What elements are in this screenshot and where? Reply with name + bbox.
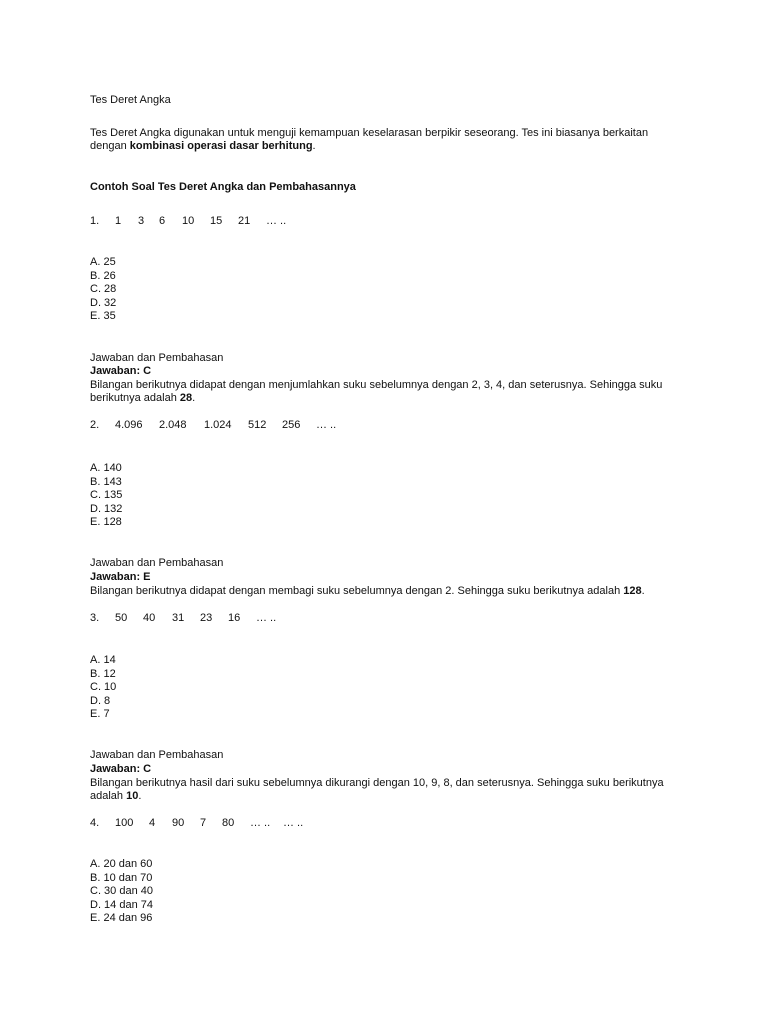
sequence-term: 23: [200, 612, 213, 624]
question-number: 1.: [90, 215, 100, 227]
explanation-end: .: [192, 392, 196, 404]
sequence-term: 256: [282, 419, 301, 431]
answer-label: [90, 571, 151, 584]
sequence-term: 90: [172, 817, 185, 829]
option-d: D. 132: [90, 502, 123, 515]
sequence-term: 10: [182, 215, 195, 227]
sequence-term: 1: [115, 215, 122, 227]
option-e: E. 35: [90, 310, 116, 322]
option-a: A. 14: [90, 654, 116, 666]
explanation-text: Bilangan berikutnya didapat dengan membagi suku sebelumnya dengan 2. Sehingga suku berikutnya adalah: [90, 585, 624, 597]
sequence-term: 7: [200, 817, 207, 829]
sequence-term: 16: [228, 612, 241, 624]
explanation-end: .: [641, 585, 645, 597]
sequence-term: 1.024: [204, 419, 232, 431]
explanation-answer-value: 128: [623, 585, 642, 597]
option-d: D. 8: [90, 694, 111, 707]
sequence-term: 6: [159, 215, 166, 227]
explanation-end: .: [138, 790, 142, 802]
option-a: A. 20 dan 60: [90, 858, 153, 870]
option-d: D. 32: [90, 296, 117, 309]
answer-text: Jawaban: C: [90, 763, 152, 775]
explanation-answer-value: 10: [126, 790, 139, 802]
answer-text: Jawaban: C: [90, 365, 152, 377]
section-heading: [90, 181, 356, 194]
option-e: E. 24 dan 96: [90, 912, 153, 924]
sequence-term: 100: [115, 817, 134, 829]
sequence-term: 80: [222, 817, 235, 829]
option-b: B. 26: [90, 269, 116, 282]
section-heading-text: Contoh Soal Tes Deret Angka dan Pembahasannya: [90, 181, 356, 193]
explanation-paragraph: [90, 585, 645, 598]
sequence-blank: … ..: [250, 817, 271, 829]
explanation-answer-value: 28: [179, 392, 193, 404]
option-a: A. 25: [90, 256, 116, 268]
explanation-text: Bilangan berikutnya didapat dengan menjumlahkan suku sebelumnya dengan 2, 3, 4, dan seterusnya. Sehingga suku berikutnya adalah: [90, 379, 663, 404]
intro-text: Tes Deret Angka digunakan untuk menguji kemampuan keselarasan berpikir seseorang. Tes ini biasanya berkaitan dengan: [90, 127, 649, 152]
answer-text: Jawaban: E: [90, 571, 151, 583]
answer-label: [90, 365, 151, 378]
sequence-blank: … ..: [266, 215, 287, 227]
sequence-term: 4.096: [115, 419, 143, 431]
option-b: B. 143: [90, 475, 122, 488]
question-2-options: [90, 462, 122, 530]
option-e: E. 128: [90, 516, 122, 528]
sequence-term: 40: [143, 612, 156, 624]
explanation-paragraph: [90, 777, 680, 803]
question-number: 2.: [90, 419, 100, 431]
explanation-paragraph: [90, 379, 680, 405]
option-c: C. 28: [90, 283, 117, 295]
sequence-term: 21: [238, 215, 251, 227]
question-number: 4.: [90, 817, 100, 829]
option-c: C. 135: [90, 489, 123, 501]
answer-label: [90, 763, 151, 776]
sequence-term: 31: [172, 612, 185, 624]
option-e: E. 7: [90, 708, 110, 720]
discussion-label: Jawaban dan Pembahasan: [90, 557, 224, 569]
sequence-term: 3: [138, 215, 145, 227]
discussion-label: Jawaban dan Pembahasan: [90, 749, 224, 761]
explanation-text: Bilangan berikutnya hasil dari suku sebelumnya dikurangi dengan 10, 9, 8, dan seterusnya. Sehingga suku berikutnya adalah: [90, 777, 664, 802]
sequence-term: 15: [210, 215, 223, 227]
option-c: C. 30 dan 40: [90, 885, 153, 897]
option-c: C. 10: [90, 681, 117, 693]
page-title: Tes Deret Angka: [90, 94, 171, 106]
question-3-options: [90, 654, 116, 722]
option-d: D. 14 dan 74: [90, 898, 153, 911]
intro-bold-text: kombinasi operasi dasar berhitung: [129, 140, 313, 152]
sequence-term: 50: [115, 612, 128, 624]
option-b: B. 10 dan 70: [90, 871, 153, 884]
discussion-label: Jawaban dan Pembahasan: [90, 352, 224, 364]
question-1-options: [90, 256, 116, 324]
intro-text-end: .: [312, 140, 316, 152]
intro-paragraph: [90, 127, 680, 153]
sequence-term: 512: [248, 419, 267, 431]
sequence-term: 2.048: [159, 419, 187, 431]
option-b: B. 12: [90, 667, 116, 680]
question-4-options: [90, 858, 153, 926]
sequence-blank: … ..: [283, 817, 304, 829]
sequence-blank: … ..: [316, 419, 337, 431]
sequence-term: 4: [149, 817, 156, 829]
question-number: 3.: [90, 612, 100, 624]
sequence-blank: … ..: [256, 612, 277, 624]
option-a: A. 140: [90, 462, 122, 474]
